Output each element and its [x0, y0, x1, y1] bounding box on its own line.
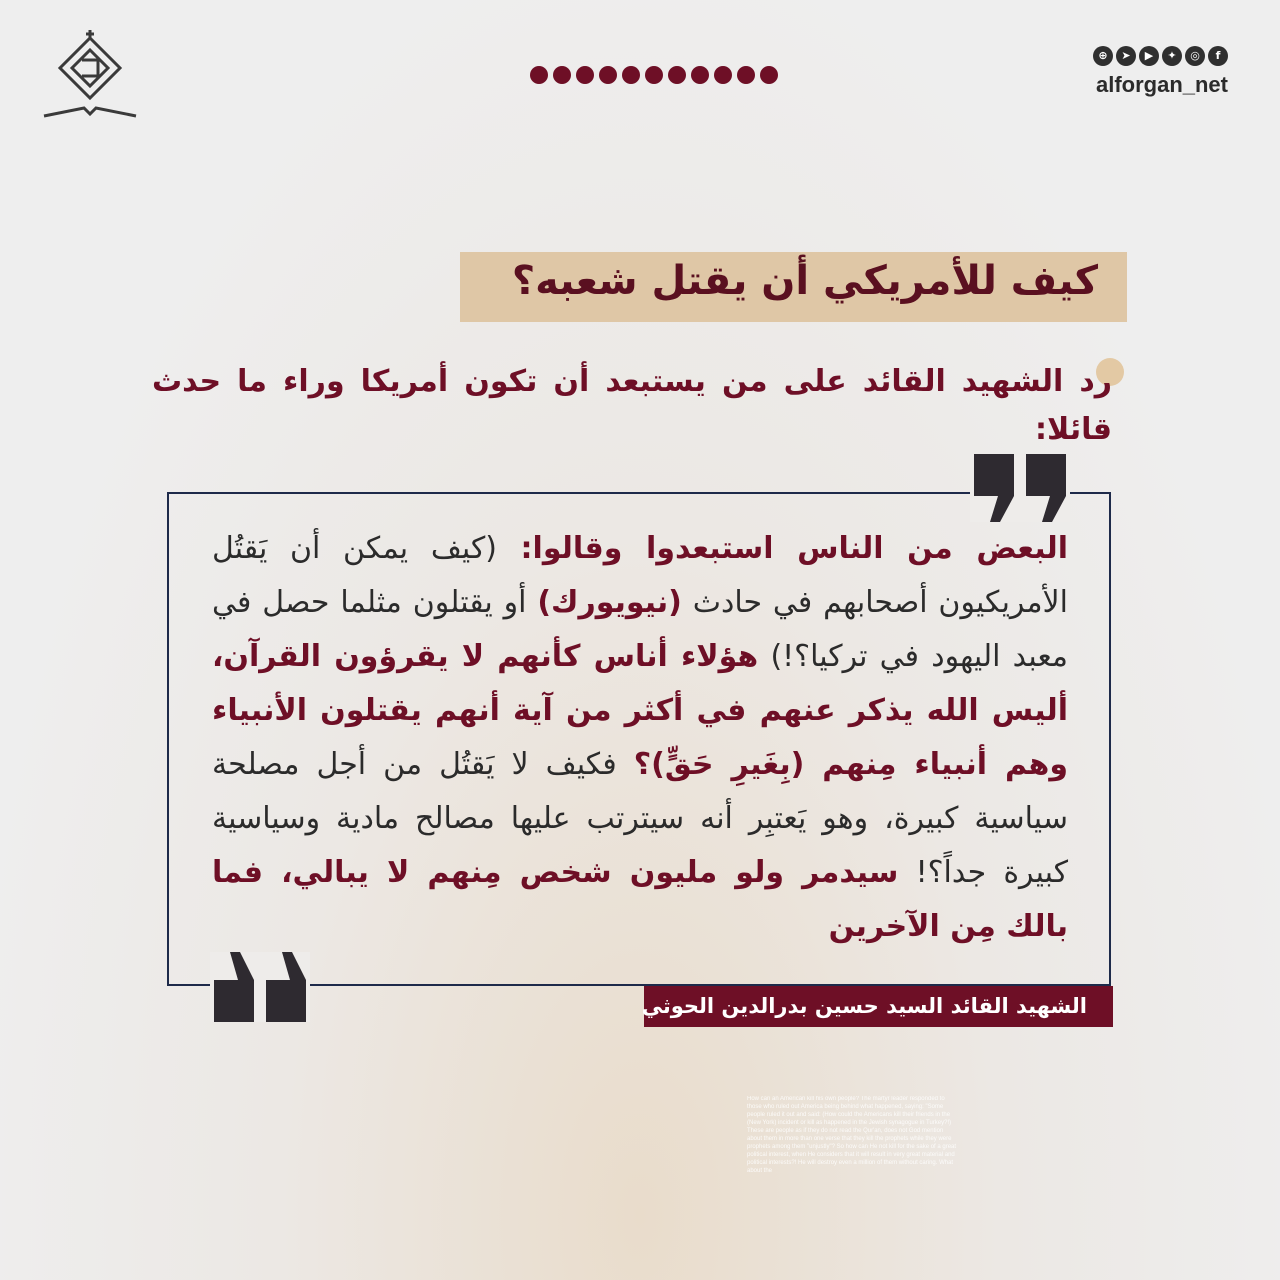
intro-text: رد الشهيد القائد على من يستبعد أن تكون أمريكا وراء ما حدث قائلا: — [152, 364, 1112, 447]
quote-text-emphasis: سيدمر ولو مليون شخص مِنهم لا يبالي، فما بالك مِن الآخرين — [212, 855, 1068, 944]
youtube-icon[interactable]: ▶ — [1139, 46, 1159, 66]
dot — [553, 66, 571, 84]
quote-body — [212, 522, 1068, 954]
social-icons — [1093, 46, 1228, 66]
dot — [668, 66, 686, 84]
dot — [645, 66, 663, 84]
quote-text: (كيف يمكن أن يَقتُل الأمريكيون أصحابهم في حادث — [212, 531, 1068, 620]
quote-text-emphasis: (نيويورك) — [537, 585, 682, 620]
quote-text-emphasis: البعض من الناس استبعدوا وقالوا: — [496, 531, 1068, 566]
telegram-icon[interactable]: ➤ — [1116, 46, 1136, 66]
pagination-dots — [530, 66, 778, 84]
quote-close-icon — [210, 952, 310, 1022]
dot — [599, 66, 617, 84]
dot — [760, 66, 778, 84]
quote-open-icon — [970, 454, 1070, 522]
dot — [691, 66, 709, 84]
dot — [622, 66, 640, 84]
logo — [40, 28, 140, 123]
dot — [576, 66, 594, 84]
english-translation: How can an American kill his own people? The martyr leader responded to those who ruled out America being behind what happened, saying: "Some people ruled it out and said: (How could the Americans kill their friends in the (New York) incident or kill as happened in the Jewish synagogue in Turkey?!) These are people as if they do not read the Qur'an, does not God mention about them in more than one verse that they kill the prophets while they were prophets among them "unjustly"? So how can He not kill for the sake of a great political interest, when He considers that it will result in very great material and political interests?! He will destroy even a million of them without caring. What about the — [747, 1096, 957, 1174]
globe-icon[interactable]: ⊕ — [1093, 46, 1113, 66]
quote-text-emphasis: هؤلاء أناس كأنهم لا يقرؤون القرآن، أليس الله يذكر عنهم في أكثر من آية أنهم يقتلون الأنبياء وهم أنبياء مِنهم (بِغَيرِ حَقٍّ)؟ — [212, 639, 1068, 782]
quote-text: فكيف لا يَقتُل من أجل مصلحة سياسية كبيرة، وهو يَعتبِر أنه سيترتب عليها مصالح مادية وسياسية كبيرة جداً؟! — [212, 747, 1068, 890]
dot — [530, 66, 548, 84]
twitter-icon[interactable]: ✦ — [1162, 46, 1182, 66]
quote-text: أو يقتلون مثلما حصل في معبد اليهود في تركيا؟!) — [212, 585, 1068, 674]
dot — [737, 66, 755, 84]
attribution: الشهيد القائد السيد حسين بدرالدين الحوثي — [644, 986, 1113, 1027]
dot — [714, 66, 732, 84]
facebook-icon[interactable]: f — [1208, 46, 1228, 66]
social-handle: alforgan_net — [1095, 72, 1228, 97]
page-title: كيف للأمريكي أن يقتل شعبه؟ — [511, 258, 1098, 304]
instagram-icon[interactable]: ◎ — [1185, 46, 1205, 66]
